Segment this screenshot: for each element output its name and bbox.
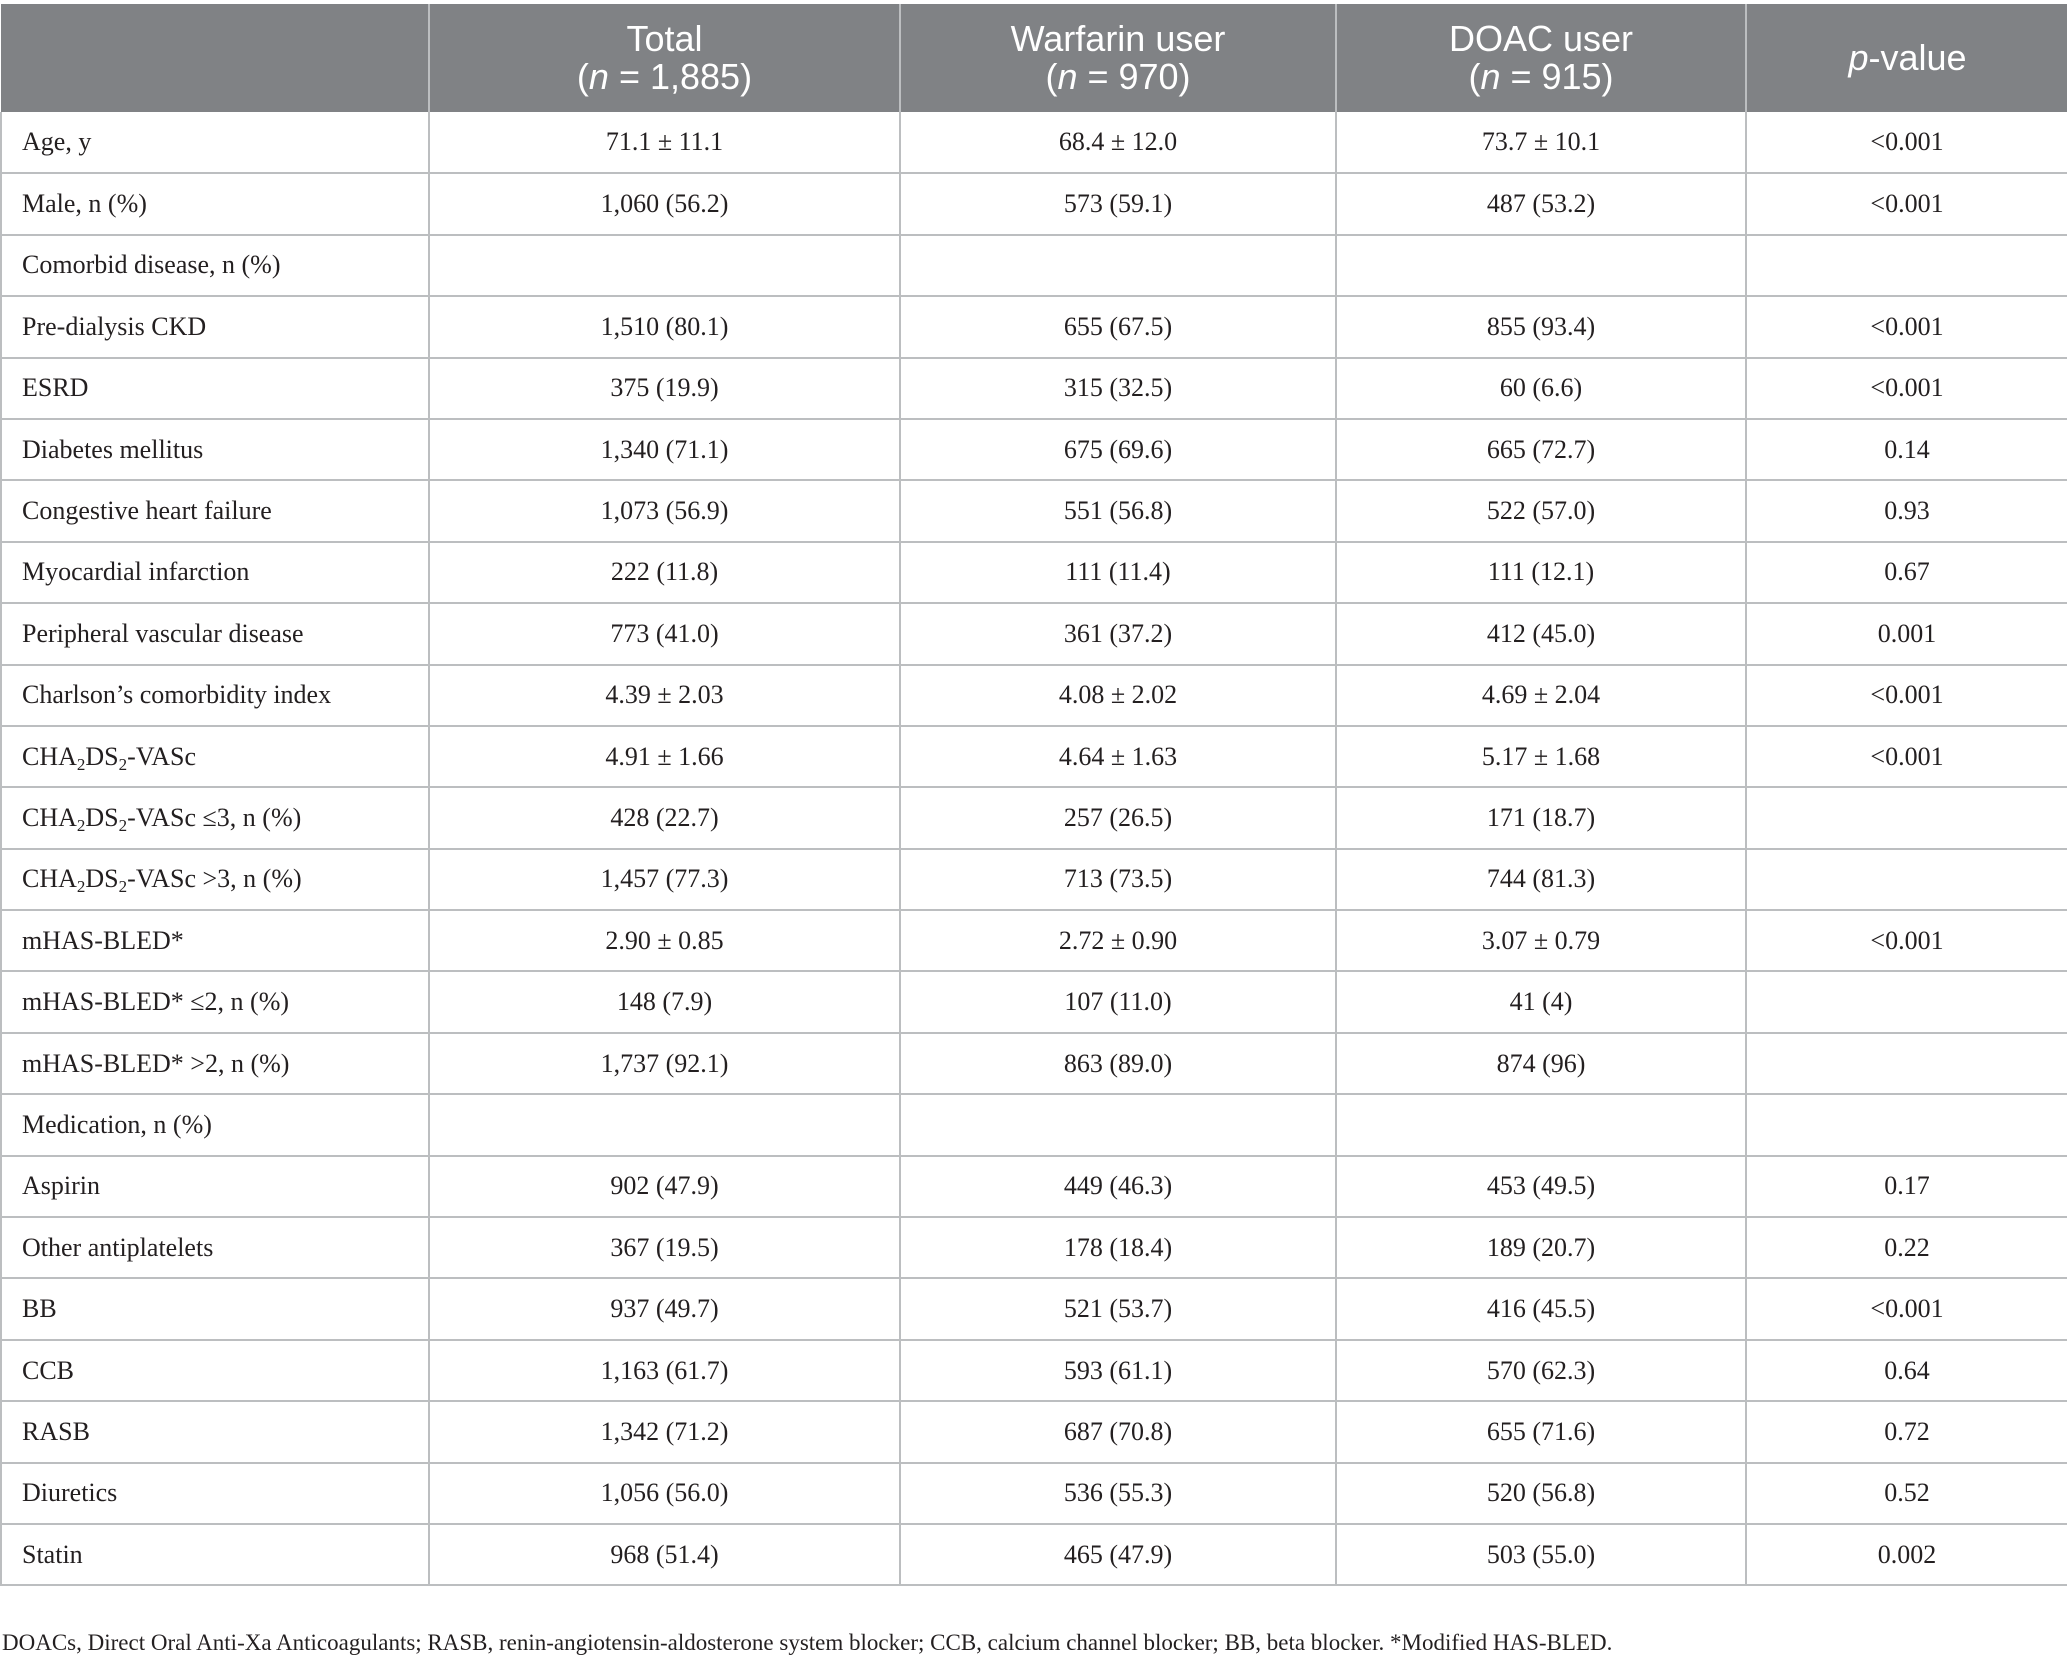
table-row	[1, 1401, 2067, 1462]
table-row	[1, 1463, 2067, 1524]
header-total	[429, 4, 900, 112]
cell-warfarin	[900, 235, 1336, 296]
cell-p-value	[1746, 1033, 2067, 1094]
cell-doac: 416 (45.5)	[1336, 1278, 1746, 1339]
header-warfarin	[900, 4, 1336, 112]
cell-warfarin: 257 (26.5)	[900, 787, 1336, 848]
cell-doac: 4.69 ± 2.04	[1336, 665, 1746, 726]
cell-total: 4.39 ± 2.03	[429, 665, 900, 726]
cell-warfarin: 68.4 ± 12.0	[900, 112, 1336, 173]
cell-doac: 73.7 ± 10.1	[1336, 112, 1746, 173]
cell-warfarin: 4.08 ± 2.02	[900, 665, 1336, 726]
paren: (	[1045, 56, 1058, 97]
cell-total: 375 (19.9)	[429, 358, 900, 419]
cell-doac	[1336, 1094, 1746, 1155]
table-footnote: DOACs, Direct Oral Anti-Xa Anticoagulants; RASB, renin-angiotensin-aldosterone system blocker; CCB, calcium channel blocker; BB, beta blocker. *Modified HAS-BLED.	[2, 1630, 1613, 1655]
cell-total: 1,510 (80.1)	[429, 296, 900, 357]
row-label: Diuretics	[1, 1463, 429, 1524]
cell-total: 937 (49.7)	[429, 1278, 900, 1339]
label-part: DS	[85, 864, 119, 894]
table-row	[1, 910, 2067, 971]
cell-p-value: <0.001	[1746, 665, 2067, 726]
row-label: Other antiplatelets	[1, 1217, 429, 1278]
table-row	[1, 603, 2067, 664]
cell-doac: 41 (4)	[1336, 971, 1746, 1032]
cell-total: 968 (51.4)	[429, 1524, 900, 1585]
label-part: -VASc ≤3, n (%)	[127, 802, 302, 832]
label-part: -VASc >3, n (%)	[127, 864, 302, 894]
n-var: n	[588, 56, 609, 97]
label-part: CHA	[22, 802, 77, 832]
table-row	[1, 1278, 2067, 1339]
table-row	[1, 419, 2067, 480]
cell-warfarin: 551 (56.8)	[900, 480, 1336, 541]
row-label: Charlson’s comorbidity index	[1, 665, 429, 726]
cell-p-value: 0.001	[1746, 603, 2067, 664]
header-doac-label: DOAC user	[1448, 18, 1634, 59]
cell-p-value	[1746, 971, 2067, 1032]
cell-p-value: <0.001	[1746, 173, 2067, 234]
n-var: n	[1480, 56, 1501, 97]
table-row	[1, 480, 2067, 541]
table-row	[1, 1340, 2067, 1401]
cell-warfarin: 655 (67.5)	[900, 296, 1336, 357]
cell-total: 1,073 (56.9)	[429, 480, 900, 541]
cell-total: 1,056 (56.0)	[429, 1463, 900, 1524]
cell-doac: 453 (49.5)	[1336, 1156, 1746, 1217]
cell-p-value: 0.22	[1746, 1217, 2067, 1278]
table-row	[1, 235, 2067, 296]
cell-doac: 655 (71.6)	[1336, 1401, 1746, 1462]
row-label: Diabetes mellitus	[1, 419, 429, 480]
row-label: Comorbid disease, n (%)	[1, 235, 429, 296]
row-label: mHAS-BLED*	[1, 910, 429, 971]
cell-p-value: 0.14	[1746, 419, 2067, 480]
cell-warfarin: 361 (37.2)	[900, 603, 1336, 664]
warfarin-n-value: = 970)	[1077, 56, 1191, 97]
cell-p-value: <0.001	[1746, 910, 2067, 971]
cell-p-value: <0.001	[1746, 296, 2067, 357]
cell-doac: 874 (96)	[1336, 1033, 1746, 1094]
cell-total: 367 (19.5)	[429, 1217, 900, 1278]
cell-warfarin: 111 (11.4)	[900, 542, 1336, 603]
cell-doac: 570 (62.3)	[1336, 1340, 1746, 1401]
row-label: Medication, n (%)	[1, 1094, 429, 1155]
row-label: RASB	[1, 1401, 429, 1462]
cell-p-value: <0.001	[1746, 112, 2067, 173]
cell-total: 2.90 ± 0.85	[429, 910, 900, 971]
cell-doac: 665 (72.7)	[1336, 419, 1746, 480]
table-row	[1, 665, 2067, 726]
cell-warfarin: 315 (32.5)	[900, 358, 1336, 419]
cell-warfarin: 713 (73.5)	[900, 849, 1336, 910]
cell-total	[429, 1094, 900, 1155]
table-body	[1, 112, 2067, 1585]
cell-warfarin: 573 (59.1)	[900, 173, 1336, 234]
cell-total	[429, 235, 900, 296]
cell-total: 222 (11.8)	[429, 542, 900, 603]
cell-p-value	[1746, 235, 2067, 296]
cell-warfarin: 107 (11.0)	[900, 971, 1336, 1032]
table-row	[1, 296, 2067, 357]
cell-doac: 171 (18.7)	[1336, 787, 1746, 848]
cell-total: 1,737 (92.1)	[429, 1033, 900, 1094]
cell-total: 71.1 ± 11.1	[429, 112, 900, 173]
subscript: 2	[76, 815, 86, 835]
row-label: Congestive heart failure	[1, 480, 429, 541]
table-row	[1, 1524, 2067, 1585]
row-label: CCB	[1, 1340, 429, 1401]
cell-total: 1,163 (61.7)	[429, 1340, 900, 1401]
subscript: 2	[118, 754, 128, 774]
cell-p-value: 0.17	[1746, 1156, 2067, 1217]
header-p-value	[1746, 4, 2067, 112]
row-label: BB	[1, 1278, 429, 1339]
label-part: -VASc	[127, 741, 197, 771]
row-label	[1, 726, 429, 787]
cell-doac: 111 (12.1)	[1336, 542, 1746, 603]
table-row	[1, 1217, 2067, 1278]
cell-doac: 855 (93.4)	[1336, 296, 1746, 357]
cell-doac: 520 (56.8)	[1336, 1463, 1746, 1524]
subscript: 2	[76, 754, 86, 774]
table-row	[1, 787, 2067, 848]
cell-total: 148 (7.9)	[429, 971, 900, 1032]
row-label: Myocardial infarction	[1, 542, 429, 603]
cell-doac: 412 (45.0)	[1336, 603, 1746, 664]
row-label: Age, y	[1, 112, 429, 173]
p-var: p	[1848, 37, 1869, 78]
cell-total: 1,340 (71.1)	[429, 419, 900, 480]
cell-p-value: 0.67	[1746, 542, 2067, 603]
table-row	[1, 1033, 2067, 1094]
table-row	[1, 173, 2067, 234]
header-warfarin-n	[909, 58, 1327, 96]
row-label: ESRD	[1, 358, 429, 419]
cell-doac: 5.17 ± 1.68	[1336, 726, 1746, 787]
table-row	[1, 971, 2067, 1032]
table-row	[1, 358, 2067, 419]
row-label: Aspirin	[1, 1156, 429, 1217]
table-row	[1, 1094, 2067, 1155]
cell-total: 4.91 ± 1.66	[429, 726, 900, 787]
header-total-n	[438, 58, 891, 96]
cell-p-value: <0.001	[1746, 358, 2067, 419]
cell-total: 1,457 (77.3)	[429, 849, 900, 910]
cell-doac: 189 (20.7)	[1336, 1217, 1746, 1278]
subscript: 2	[118, 815, 128, 835]
cell-doac: 503 (55.0)	[1336, 1524, 1746, 1585]
table-header-row	[1, 4, 2067, 112]
cell-warfarin: 687 (70.8)	[900, 1401, 1336, 1462]
cell-p-value: 0.002	[1746, 1524, 2067, 1585]
cell-warfarin: 675 (69.6)	[900, 419, 1336, 480]
cell-doac: 487 (53.2)	[1336, 173, 1746, 234]
cell-warfarin: 536 (55.3)	[900, 1463, 1336, 1524]
row-label	[1, 849, 429, 910]
row-label: mHAS-BLED* ≤2, n (%)	[1, 971, 429, 1032]
cell-doac: 60 (6.6)	[1336, 358, 1746, 419]
baseline-characteristics-table	[0, 4, 2067, 1586]
cell-doac: 3.07 ± 0.79	[1336, 910, 1746, 971]
table-row	[1, 726, 2067, 787]
label-part: DS	[85, 802, 119, 832]
table-row	[1, 1156, 2067, 1217]
header-doac-n	[1345, 58, 1737, 96]
subscript: 2	[76, 877, 86, 897]
cell-doac: 522 (57.0)	[1336, 480, 1746, 541]
cell-total: 428 (22.7)	[429, 787, 900, 848]
cell-warfarin: 521 (53.7)	[900, 1278, 1336, 1339]
cell-warfarin: 863 (89.0)	[900, 1033, 1336, 1094]
row-label: Pre-dialysis CKD	[1, 296, 429, 357]
cell-total: 1,060 (56.2)	[429, 173, 900, 234]
cell-p-value	[1746, 787, 2067, 848]
total-n-value: = 1,885)	[608, 56, 753, 97]
cell-doac: 744 (81.3)	[1336, 849, 1746, 910]
p-suffix: -value	[1868, 37, 1967, 78]
cell-p-value: 0.64	[1746, 1340, 2067, 1401]
paren: (	[1468, 56, 1481, 97]
row-label: Peripheral vascular disease	[1, 603, 429, 664]
cell-p-value: <0.001	[1746, 726, 2067, 787]
row-label: Statin	[1, 1524, 429, 1585]
cell-total: 902 (47.9)	[429, 1156, 900, 1217]
cell-warfarin: 2.72 ± 0.90	[900, 910, 1336, 971]
cell-total: 1,342 (71.2)	[429, 1401, 900, 1462]
cell-p-value: 0.72	[1746, 1401, 2067, 1462]
table-row	[1, 542, 2067, 603]
label-part: CHA	[22, 741, 77, 771]
header-empty	[1, 4, 429, 112]
header-doac	[1336, 4, 1746, 112]
cell-warfarin: 449 (46.3)	[900, 1156, 1336, 1217]
cell-warfarin: 465 (47.9)	[900, 1524, 1336, 1585]
header-total-label: Total	[626, 18, 703, 59]
cell-p-value: <0.001	[1746, 1278, 2067, 1339]
cell-warfarin	[900, 1094, 1336, 1155]
subscript: 2	[118, 877, 128, 897]
header-warfarin-label: Warfarin user	[1010, 18, 1226, 59]
n-var: n	[1057, 56, 1078, 97]
row-label: mHAS-BLED* >2, n (%)	[1, 1033, 429, 1094]
doac-n-value: = 915)	[1500, 56, 1614, 97]
cell-p-value	[1746, 849, 2067, 910]
table-row	[1, 112, 2067, 173]
cell-warfarin: 178 (18.4)	[900, 1217, 1336, 1278]
cell-warfarin: 4.64 ± 1.63	[900, 726, 1336, 787]
cell-p-value	[1746, 1094, 2067, 1155]
paren: (	[576, 56, 589, 97]
cell-p-value: 0.93	[1746, 480, 2067, 541]
row-label	[1, 787, 429, 848]
table-row	[1, 849, 2067, 910]
row-label: Male, n (%)	[1, 173, 429, 234]
cell-total: 773 (41.0)	[429, 603, 900, 664]
label-part: DS	[85, 741, 119, 771]
cell-doac	[1336, 235, 1746, 296]
cell-p-value: 0.52	[1746, 1463, 2067, 1524]
cell-warfarin: 593 (61.1)	[900, 1340, 1336, 1401]
label-part: CHA	[22, 864, 77, 894]
